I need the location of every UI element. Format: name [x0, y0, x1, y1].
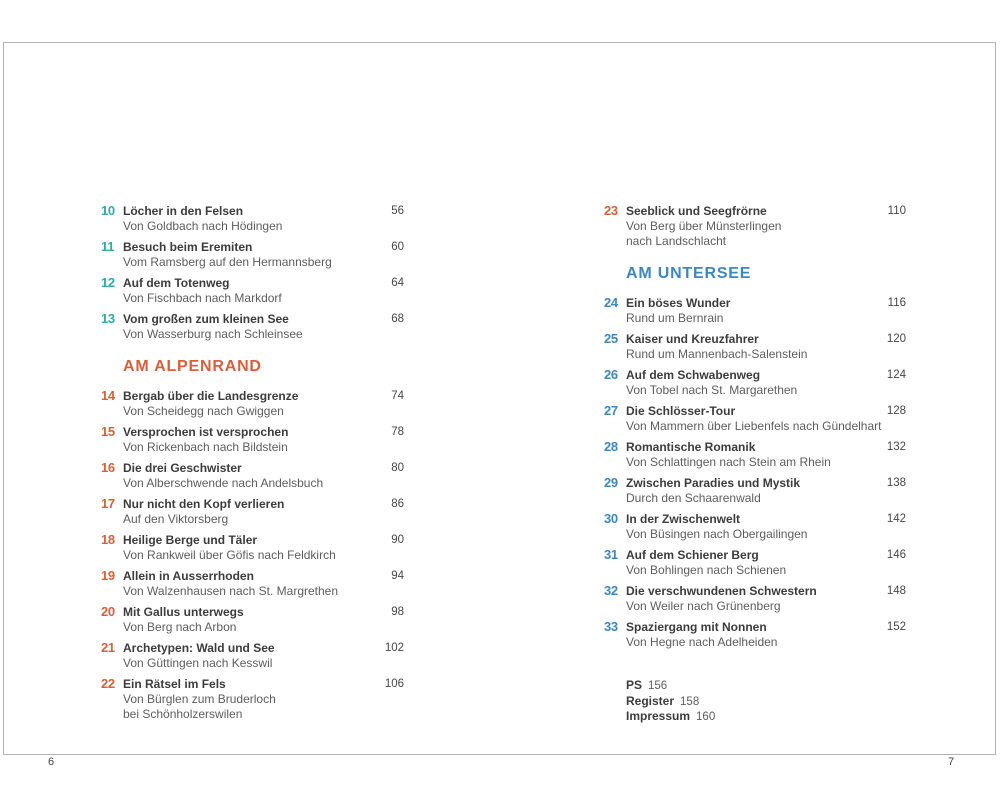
- entry-subtitle: Von Bürglen zum Bruderloch: [123, 692, 276, 706]
- entry-page-number: 148: [886, 585, 906, 597]
- toc-entry: [101, 275, 404, 306]
- toc-entry: [101, 424, 404, 455]
- entry-page-number: 98: [391, 606, 404, 618]
- entry-subtitle: Von Büsingen nach Obergailingen: [626, 527, 808, 541]
- entry-title: Auf dem Schwabenweg: [626, 368, 761, 382]
- toc-entry: [101, 460, 404, 491]
- entry-subtitle: Von Hegne nach Adelheiden: [626, 635, 778, 649]
- entry-subtitle: Rund um Mannenbach-Salenstein: [626, 347, 808, 361]
- toc-entry: [604, 619, 906, 650]
- entry-title: Löcher in den Felsen: [123, 204, 244, 218]
- toc-entry: [101, 640, 404, 671]
- entry-page-number: 94: [391, 570, 404, 582]
- toc-entry: [604, 331, 906, 362]
- toc-column-right: [604, 203, 906, 725]
- entry-number: 24: [604, 295, 618, 310]
- entry-title: Die Schlösser-Tour: [626, 404, 736, 418]
- entry-number: 21: [101, 640, 115, 655]
- toc-entry: [604, 295, 906, 326]
- entry-subtitle: Von Wasserburg nach Schleinsee: [123, 327, 303, 341]
- backmatter-row: [626, 709, 906, 725]
- entry-number: 13: [101, 311, 115, 326]
- entry-title: In der Zwischenwelt: [626, 512, 741, 526]
- backmatter-row: [626, 694, 906, 710]
- entry-page-number: 116: [887, 297, 906, 309]
- entry-title: Versprochen ist versprochen: [123, 425, 289, 439]
- entry-page-number: 102: [384, 642, 404, 654]
- entry-page-number: 64: [391, 277, 404, 289]
- entry-page-number: 56: [391, 205, 404, 217]
- toc-entry: [101, 568, 404, 599]
- entry-subtitle: Von Scheidegg nach Gwiggen: [123, 404, 284, 418]
- entry-number: 14: [101, 388, 115, 403]
- entry-number: 23: [604, 203, 618, 218]
- section-heading: AM UNTERSEE: [626, 265, 752, 282]
- entry-subtitle: Von Rankweil über Göfis nach Feldkirch: [123, 548, 336, 562]
- entry-title: Kaiser und Kreuzfahrer: [626, 332, 759, 346]
- entry-number: 19: [101, 568, 115, 583]
- backmatter-block: [626, 678, 906, 725]
- toc-entry: [101, 203, 404, 234]
- backmatter-label: PS: [626, 678, 643, 692]
- entry-number: 30: [604, 511, 618, 526]
- entry-page-number: 128: [886, 405, 906, 417]
- entry-page-number: 78: [391, 426, 404, 438]
- entry-title: Archetypen: Wald und See: [123, 641, 275, 655]
- entry-page-number: 106: [384, 678, 404, 690]
- entry-subtitle: Von Schlattingen nach Stein am Rhein: [626, 455, 831, 469]
- toc-entry: [101, 239, 404, 270]
- entry-page-number: 132: [886, 441, 906, 453]
- entry-number: 15: [101, 424, 115, 439]
- entry-number: 27: [604, 403, 618, 418]
- entry-title: Nur nicht den Kopf verlieren: [123, 497, 285, 511]
- entry-page-number: 86: [391, 498, 404, 510]
- entry-subtitle: Von Walzenhausen nach St. Margrethen: [123, 584, 339, 598]
- entry-subtitle: Von Mammern über Liebenfels nach Gündelhart: [626, 419, 882, 433]
- entry-title: Vom großen zum kleinen See: [123, 312, 289, 326]
- entry-number: 16: [101, 460, 115, 475]
- entry-title: Mit Gallus unterwegs: [123, 605, 244, 619]
- entry-number: 20: [101, 604, 115, 619]
- toc-entry: [101, 532, 404, 563]
- entry-subtitle: Rund um Bernrain: [626, 311, 724, 325]
- entry-subtitle: Von Bohlingen nach Schienen: [626, 563, 787, 577]
- entry-subtitle: Von Weiler nach Grünenberg: [626, 599, 781, 613]
- entry-number: 25: [604, 331, 618, 346]
- entry-title: Spaziergang mit Nonnen: [626, 620, 767, 634]
- entry-subtitle: Von Goldbach nach Hödingen: [123, 219, 283, 233]
- backmatter-row: [626, 678, 906, 694]
- entry-title: Die verschwundenen Schwestern: [626, 584, 817, 598]
- entry-subtitle: Von Alberschwende nach Andelsbuch: [123, 476, 324, 490]
- entry-subtitle: Von Fischbach nach Markdorf: [123, 291, 282, 305]
- book-page-spread: [3, 42, 996, 768]
- toc-entry: [101, 676, 404, 722]
- folio-left: 6: [48, 756, 55, 768]
- entry-subtitle: bei Schönholzerswilen: [123, 707, 243, 721]
- toc-entry: [101, 604, 404, 635]
- entry-page-number: 68: [391, 313, 404, 325]
- entry-title: Zwischen Paradies und Mystik: [626, 476, 801, 490]
- entry-number: 11: [101, 239, 115, 254]
- toc-column-left: [101, 203, 404, 727]
- entry-title: Heilige Berge und Täler: [123, 533, 258, 547]
- entry-page-number: 74: [391, 390, 404, 402]
- toc-entry: [604, 511, 906, 542]
- entry-page-number: 124: [886, 369, 906, 381]
- entry-subtitle: Durch den Schaarenwald: [626, 491, 761, 505]
- entry-number: 17: [101, 496, 115, 511]
- entry-number: 28: [604, 439, 618, 454]
- entry-subtitle: Von Berg über Münsterlingen: [626, 219, 782, 233]
- folio-right: 7: [948, 756, 955, 768]
- entry-page-number: 90: [391, 534, 404, 546]
- entry-title: Ein böses Wunder: [626, 296, 731, 310]
- entry-subtitle: Auf den Viktorsberg: [123, 512, 229, 526]
- entry-title: Bergab über die Landesgrenze: [123, 389, 299, 403]
- entry-title: Seeblick und Seegfrörne: [626, 204, 767, 218]
- entry-title: Romantische Romanik: [626, 440, 756, 454]
- entry-title: Ein Rätsel im Fels: [123, 677, 226, 691]
- entry-subtitle: Von Tobel nach St. Margarethen: [626, 383, 798, 397]
- toc-entry: [604, 547, 906, 578]
- entry-number: 31: [604, 547, 618, 562]
- backmatter-label: Register: [626, 693, 675, 708]
- backmatter-page: 158: [680, 695, 700, 708]
- entry-page-number: 146: [886, 549, 906, 561]
- toc-entry: [604, 439, 906, 470]
- entry-number: 12: [101, 275, 115, 290]
- entry-title: Besuch beim Eremiten: [123, 240, 253, 254]
- backmatter-page: 160: [696, 711, 716, 723]
- entry-subtitle: Von Berg nach Arbon: [123, 620, 237, 634]
- entry-subtitle: nach Landschlacht: [626, 234, 727, 248]
- entry-subtitle: Vom Ramsberg auf den Hermannsberg: [123, 255, 332, 269]
- entry-number: 26: [604, 367, 618, 382]
- entry-number: 18: [101, 532, 115, 547]
- entry-number: 32: [604, 583, 618, 598]
- toc-entry: [604, 403, 906, 434]
- entry-page-number: 152: [886, 621, 906, 633]
- entry-number: 10: [101, 203, 115, 218]
- entry-subtitle: Von Güttingen nach Kesswil: [123, 656, 273, 670]
- entry-title: Auf dem Totenweg: [123, 276, 230, 290]
- entry-title: Auf dem Schiener Berg: [626, 548, 759, 562]
- entry-number: 29: [604, 475, 618, 490]
- entry-number: 22: [101, 676, 115, 691]
- entry-number: 33: [604, 619, 618, 634]
- toc-entry: [101, 311, 404, 342]
- toc-entry: [604, 367, 906, 398]
- entry-subtitle: Von Rickenbach nach Bildstein: [123, 440, 288, 454]
- entry-title: Allein in Ausserrhoden: [123, 569, 254, 583]
- entry-page-number: 142: [886, 513, 906, 525]
- entry-page-number: 80: [391, 462, 404, 474]
- backmatter-page: 156: [648, 680, 668, 692]
- entry-page-number: 60: [391, 241, 404, 253]
- toc-entry: [604, 203, 906, 249]
- toc-entry: [101, 388, 404, 419]
- entry-title: Die drei Geschwister: [123, 461, 242, 475]
- entry-page-number: 110: [887, 205, 906, 217]
- section-heading: AM ALPENRAND: [123, 358, 262, 375]
- toc-entry: [604, 475, 906, 506]
- entry-page-number: 120: [886, 333, 906, 345]
- backmatter-label: Impressum: [626, 709, 691, 723]
- toc-entry: [604, 583, 906, 614]
- toc-entry: [101, 496, 404, 527]
- entry-page-number: 138: [886, 477, 906, 489]
